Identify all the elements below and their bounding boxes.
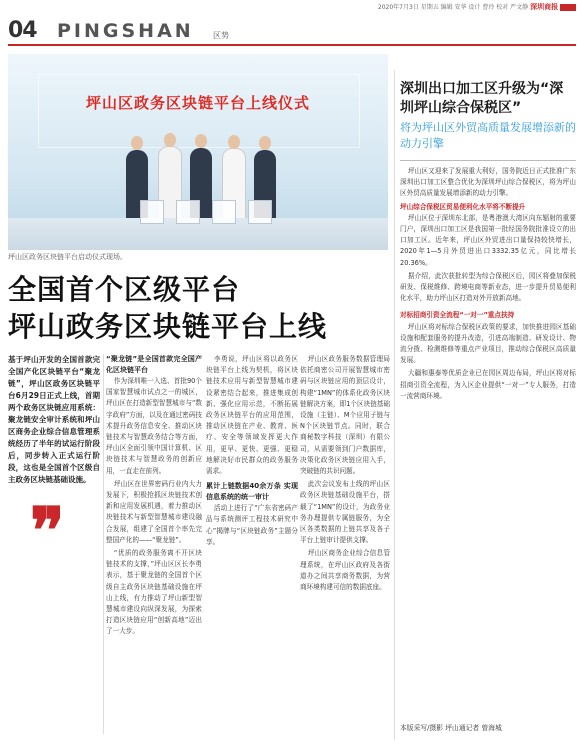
page-number: 04 [8,18,37,43]
side-subhead: 对标招商引资全流程“一对一”重点扶持 [400,311,515,320]
body-paragraph: “优质的政务服务离不开区块链技术的支撑，”坪山区区长李勇表示，基于聚龙链的全国首个区级自主政务区块链基础设施在坪山上线，有力推动了坪山新型智慧城市建设向纵深发展，为探索打造区块链应用“创新高地”迈出了一大步。 [106,549,202,636]
side-subhead: 坪山综合保税区贸易便利化水平将不断提升 [400,202,526,211]
main-headline-line2: 坪山政务区块链平台上线 [8,310,328,343]
newspaper-name: 深圳商报 [530,3,559,11]
newspaper-logo-icon [560,4,576,11]
body-paragraph: 坪山区将对标综合保税区政策的要求，加快推进园区基础设施和配套服务的提升改造，引进高端制造、研发设计、物流分拨、检测维修等重点产业项目，推动综合保税区高质量发展。 [400,322,576,365]
stage-cube [248,200,272,224]
body-paragraph: 活动上进行了“广东省密码产品与系统测评工程技术研究中心”揭牌与“区块链政务”主题分享。 [206,504,298,546]
section-name-en: PINGSHAN [57,20,194,42]
lead-paragraph: 基于坪山开发的全国首款完全国产化区块链平台“聚龙链”，坪山区政务区块链平台6月29日正式上线，首期两个政务区块链应用系统：聚龙链安全审计系统和坪山区商务企业综合信息管理系统经历了半年的试运行阶段后，同步转入正式运行阶段，这也是全国首个区级自主政务区块链基础设施。 [8,355,100,484]
main-headline-line1: 全国首个区级平台 [8,273,241,306]
body-paragraph: 坪山区位于深圳东北部，是粤港澳大湾区向东辐射的重要门户，深圳出口加工区是我国第一批经国务院批准设立的出口加工区。近年来，坪山区外贸进出口量保持较快增长，2020年1—5月外贸进出口3332.35亿元，同比增长20.36%。 [400,213,576,267]
quote-mark-icon: ❞ [30,494,65,569]
stage-cube [212,200,236,224]
column-subhead: 累计上链数据40余万条 实现信息系统的统一审计 [206,482,298,502]
event-photo [8,54,388,250]
article-column-4 [300,354,390,595]
photo-caption: 坪山区政务区块链平台启动仪式现场。 [8,253,127,261]
column-subhead: “聚龙链”是全国首款完全国产化区块链平台 [106,355,202,374]
header-rule [8,44,576,46]
body-paragraph: 据介绍，此次获批转型为综合保税区后，园区将叠加保税研发、保税维修、跨境电商等新业态，进一步提升贸易便利化水平，助力坪山区打造对外开放新高地。 [400,271,576,303]
body-paragraph: 李勇说，坪山区将以政务区块链平台上线为契机，将区块链技术应用与新型智慧城市建设紧密结合起来，推进集成创新、强化应用示范，不断拓展政务区块链平台的应用范围，推动区块链在产业、教育、医疗、安全等领域发挥更大作用，更早、更快、更强、更稳地解决好市民群众的政务服务需求。 [206,355,298,476]
body-paragraph: 坪山区商务企业综合信息管理系统，在坪山区政府及各街道办之间共享商务数据，为营商环境构建可信的数据底座。 [300,549,390,592]
side-article-subtitle: 将为坪山区外贸高质量发展增添新的动力引擎 [400,121,576,150]
date-text: 2020年7月3日 星期五 编辑 安华 设计 曹玲 校对 严文静 [377,4,529,11]
byline: 本版采写/摄影 坪山通记者 曾海城 [400,724,502,732]
screen-title: 坪山区政务区块链平台上线仪式 [85,94,310,112]
article-column-3 [206,354,298,550]
column-divider [103,354,104,734]
article-column-2 [106,354,202,640]
body-paragraph: 此次会议发布上线的坪山区政务区块链基础设施平台，搭载了“1MN”的设计，为政务业务办理提供专属链服务，为全区各类数据的上链共享及各子平台上链审计提供支撑。 [300,480,390,545]
date-line [378,2,576,12]
side-article-title: 深圳出口加工区升级为“深圳坪山综合保税区” [400,81,564,116]
body-paragraph: 坪山区政务服务数据管理局依托商密公司开展智慧城市密码与区块链应用的顶层设计，构建“1MN”的体系化政务区块链解决方案，即1个区块链基础设施（主链）、M个应用子链与N个区块链节点。同时，联合商秘数字科技（深圳）有限公司，从需要领到门户数据库，决策化政务区块链应用入手，突破链的共识问题。 [300,355,390,476]
column-divider [394,70,395,740]
page-header [0,0,584,44]
side-article-body [400,166,576,404]
stage-cube [140,200,164,224]
stage-cube [176,200,200,224]
side-article-rule [400,160,576,161]
body-paragraph: 大疆和惠泰等优质企业已在园区周边布局，坪山区将对标招商引资全流程，为入区企业提供“一对一”专人服务，打造一流营商环境。 [400,369,576,400]
section-name-cn: 区势 [213,31,229,40]
body-paragraph: 坪山区又迎来了发展重大利好，国务院近日正式批准广东深圳出口加工区整合优化为深圳坪山综合保税区，将为坪山区外贸高质量发展增添新的动力引擎。 [400,167,576,198]
body-paragraph: 坪山区在世界密码行业内大力发展下，积极抢抓区块链技术创新和应用发展机遇，着力推动区块链技术与新型智慧城市建设融合发展，组建了全国首个率先完整国产化的——“聚龙链”。 [106,479,202,544]
body-paragraph: 作为深圳唯一入选、首批90个国家智慧城市试点之一的城区，坪山区在打造新型智慧城市与“数字政府”方面，以及在通过密码技术提升政务信息安全、推动区块链技术与智慧政务结合等方面，坪山区全面引领中国计算机、区块链技术与智慧政务的创新应用，一直走在前列。 [106,377,202,475]
